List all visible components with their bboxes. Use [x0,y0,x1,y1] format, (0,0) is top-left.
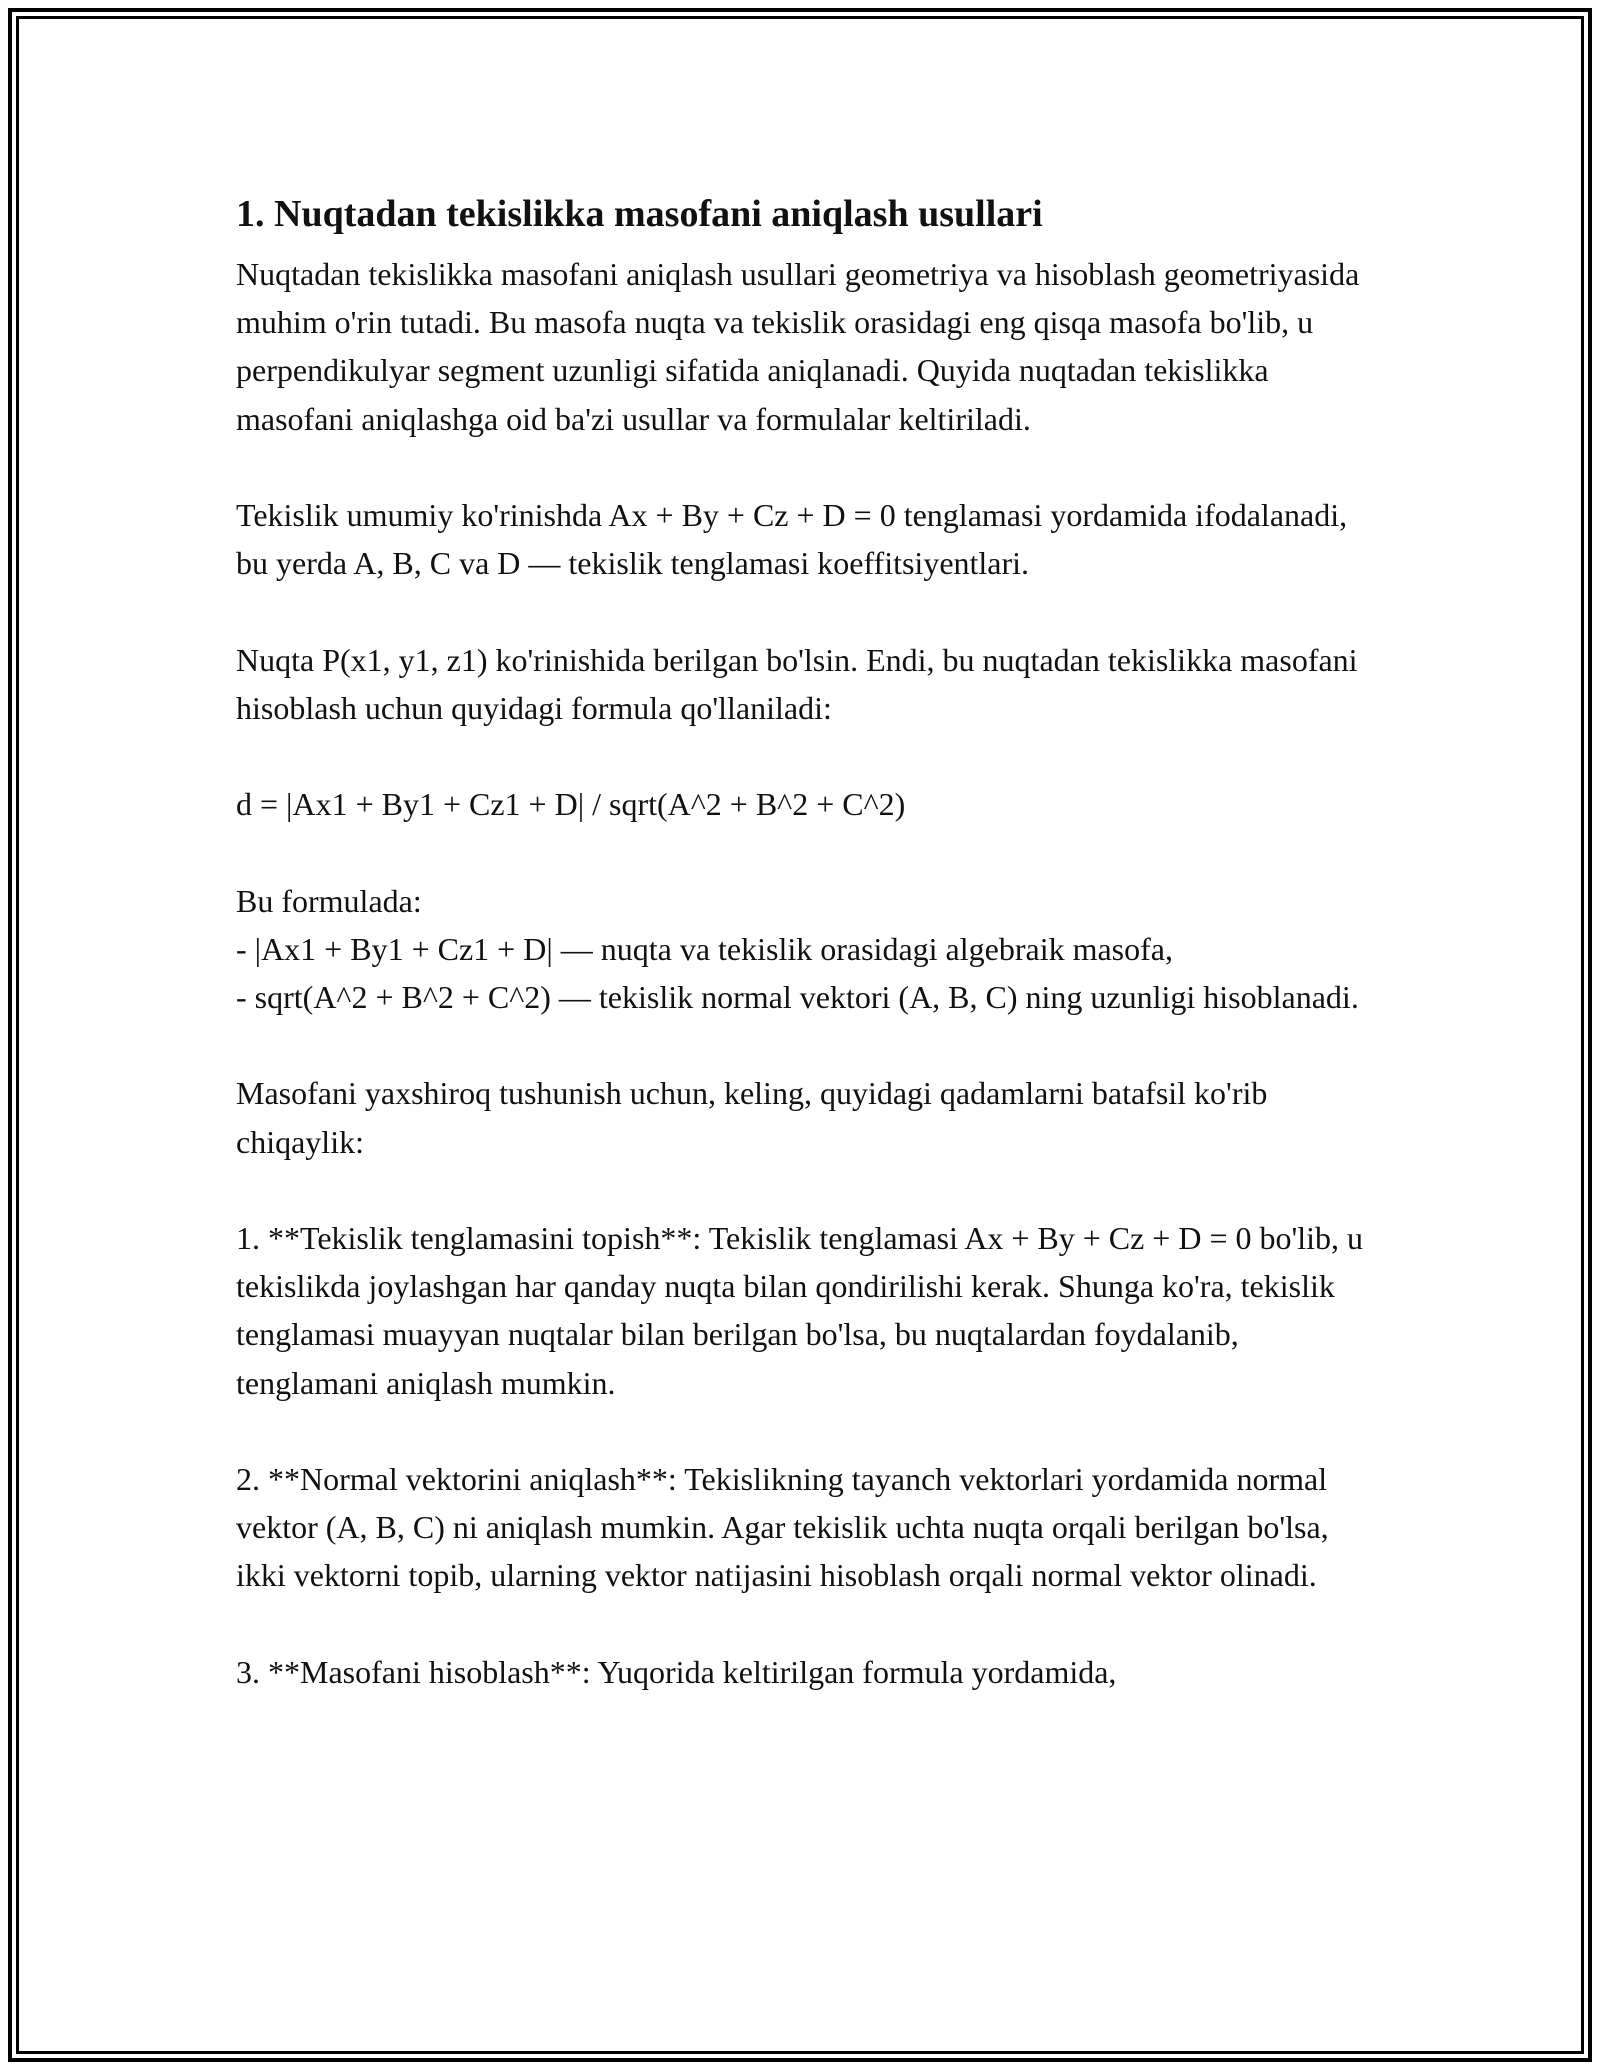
section-heading: 1. Nuqtadan tekislikka masofani aniqlash usullari [236,193,1043,235]
document-content [236,188,1376,1696]
body-text: Nuqtadan tekislikka masofani aniqlash usullari geometriya va hisoblash geometriyasida muhim o'rin tutadi. Bu masofa nuqta va tekislik orasidagi eng qisqa masofa bo'lib, u perpendikulyar segment uzunligi sifatida aniqlanadi. Quyida nuqtadan tekislikka masofani aniqlashga oid ba'zi usullar va formulalar keltiriladi. Tekislik umumiy ko'rinishda Ax + By + Cz + D = 0 tenglamasi yordamida ifodalanadi, bu yerda A, B, C va D — tekislik tenglamasi koeffitsiyentlari. Nuqta P(x1, y1, z1) ko'rinishida berilgan bo'lsin. Endi, bu nuqtadan tekislikka masofani hisoblash uchun quyidagi formula qo'llaniladi: d = |Ax1 + By1 + Cz1 + D| / sqrt(A^2 + B^2 + C^2) Bu formulada: - |Ax1 + By1 + Cz1 + D| — nuqta va tekislik orasidagi algebraik masofa, - sqrt(A^2 + B^2 + C^2) — tekislik normal vektori (A, B, C) ning uzunligi hisoblanadi. Masofani yaxshiroq tushunish uchun, keling, quyidagi qadamlarni batafsil ko'rib chiqaylik: 1. **Tekislik tenglamasini topish**: Tekislik tenglamasi Ax + By + Cz + D = 0 bo'lib, u tekislikda joylashgan har qanday nuqta bilan qondirilishi kerak. Shunga ko'ra, tekislik tenglamasi muayyan nuqtalar bilan berilgan bo'lsa, bu nuqtalardan foydalanib, tenglamani aniqlash mumkin. 2. **Normal vektorini aniqlash**: Tekislikning tayanch vektorlari yordamida normal vektor (A, B, C) ni aniqlash mumkin. Agar tekislik uchta nuqta orqali berilgan bo'lsa, ikki vektorni topib, ularning vektor natijasini hisoblash orqali normal vektor olinadi. 3. **Masofani hisoblash**: Yuqorida keltirilgan formula yordamida, [236,256,1364,1690]
